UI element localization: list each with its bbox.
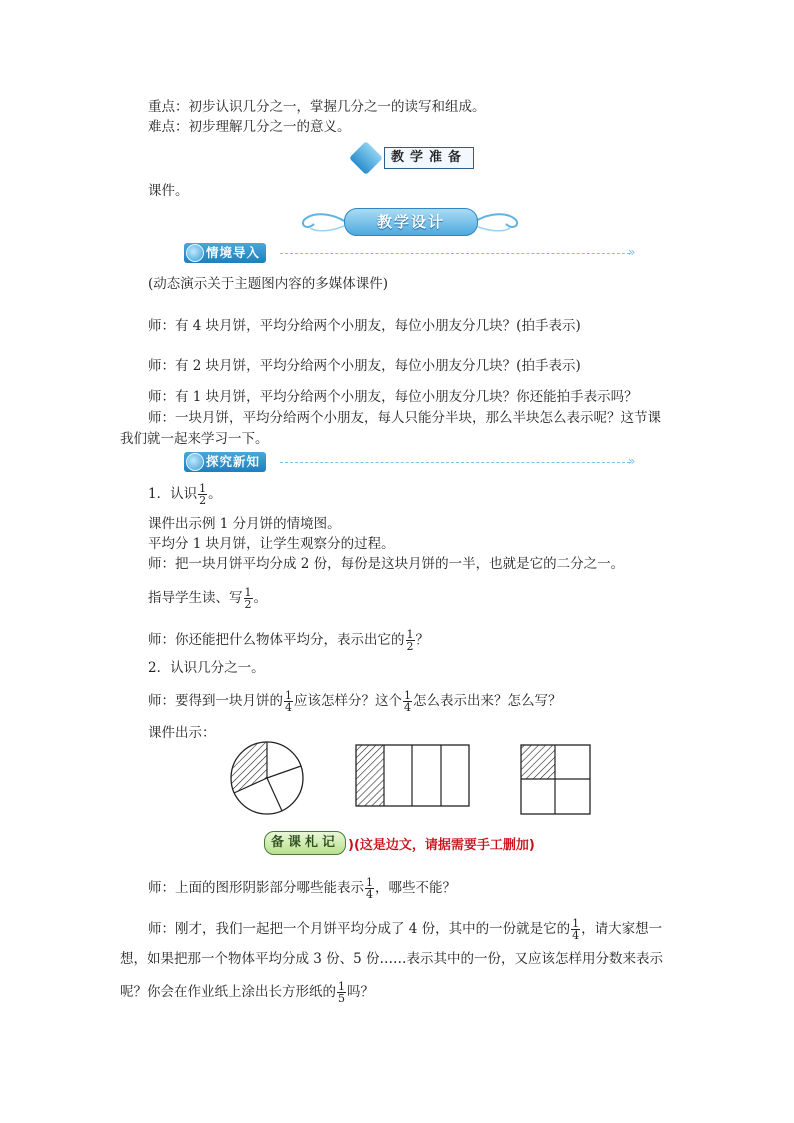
notes-header [264,831,535,855]
learn-line: 师：要得到一块月饼的 $\frac{1}{4}$ 应该怎样分？这个 $\frac{1}{4}$ 怎么表示出来？怎么写？ [148,689,562,714]
learn-line: 平均分 1 块月饼，让学生观察分的过程。 [148,536,395,552]
after-line: 想，如果把那一个物体平均分成 3 份、5 份……表示其中的一份，又应该怎样用分数来表示 [120,951,664,967]
intro-line: 我们就一起来学习一下。 [120,431,269,447]
fraction-half: $\frac{1}{2}$ [406,628,414,653]
design-banner [300,208,520,236]
bubble-icon [186,244,204,262]
double-chevron-icon: » [628,454,636,468]
square-grid-figure [521,745,590,814]
after-line: 呢？你会在作业纸上涂出长方形纸的 $\frac{1}{5}$ 吗？ [120,980,374,1005]
learn-line: 课件出示： [148,725,216,741]
learn-heading-1: 1．认识 $\frac{1}{2}$ 。 [148,482,222,507]
dashed-divider [280,253,630,254]
fraction-quarter: $\frac{1}{4}$ [572,917,580,942]
intro-line: 师：有 2 块月饼，平均分给两个小朋友，每位小朋友分几块？(拍手表示) [148,358,581,374]
difficult-point: 难点：初步理解几分之一的意义。 [148,119,351,135]
prep-text: 课件。 [148,183,189,199]
learn-line: 师：把一块月饼平均分成 2 份，每份是这块月饼的一半，也就是它的二分之一。 [148,556,625,572]
after-line: 师：刚才，我们一起把一个月饼平均分成了 4 份，其中的一份就是它的 $\frac{1}{4}$ ，请大家想一 [148,917,663,942]
learn-line: 课件出示例 1 分月饼的情境图。 [148,516,341,532]
learn-heading-2: 2．认识几分之一。 [148,660,265,676]
bubble-icon [186,453,204,471]
learn-line: 指导学生读、写 $\frac{1}{2}$ 。 [148,586,267,611]
double-chevron-icon: » [628,245,636,259]
key-point: 重点：初步认识几分之一，掌握几分之一的读写和组成。 [148,99,486,115]
notes-title: 备课札记 [264,831,346,855]
after-line: 师：上面的图形阴影部分哪些能表示 $\frac{1}{4}$ ，哪些不能？ [148,876,456,901]
fraction-fifth: $\frac{1}{5}$ [338,980,345,1005]
circle-figure [231,742,303,814]
design-title: 教学设计 [344,208,478,236]
prep-title: 教学准备 [384,147,474,169]
book-icon [349,141,383,175]
fraction-quarter: $\frac{1}{4}$ [285,689,292,714]
fraction-quarter: $\frac{1}{4}$ [404,689,411,714]
fraction-quarter: $\frac{1}{4}$ [366,876,373,901]
rectangle-strips-figure [356,745,469,806]
prep-header [354,146,474,170]
fraction-half: $\frac{1}{2}$ [199,482,207,507]
intro-line: 师：有 1 块月饼，平均分给两个小朋友，每位小朋友分几块？你还能拍手表示吗？ [148,389,638,405]
fraction-half: $\frac{1}{2}$ [244,586,252,611]
shape-figures [220,738,600,818]
intro-line: 师：有 4 块月饼，平均分给两个小朋友，每位小朋友分几块？(拍手表示) [148,318,581,334]
section-situation-badge: 情境导入 [184,243,266,263]
intro-line: 师：一块月饼，平均分给两个小朋友，每人只能分半块，那么半块怎么表示呢？这节课 [148,410,661,426]
section-explore-badge: 探究新知 [184,452,266,472]
intro-line: (动态演示关于主题图内容的多媒体课件) [148,276,389,292]
margin-note: )(这是边文，请据需要手工删加) [348,837,535,853]
learn-line: 师：你还能把什么物体平均分，表示出它的 $\frac{1}{2}$ ？ [148,628,429,653]
dashed-divider [280,462,630,463]
